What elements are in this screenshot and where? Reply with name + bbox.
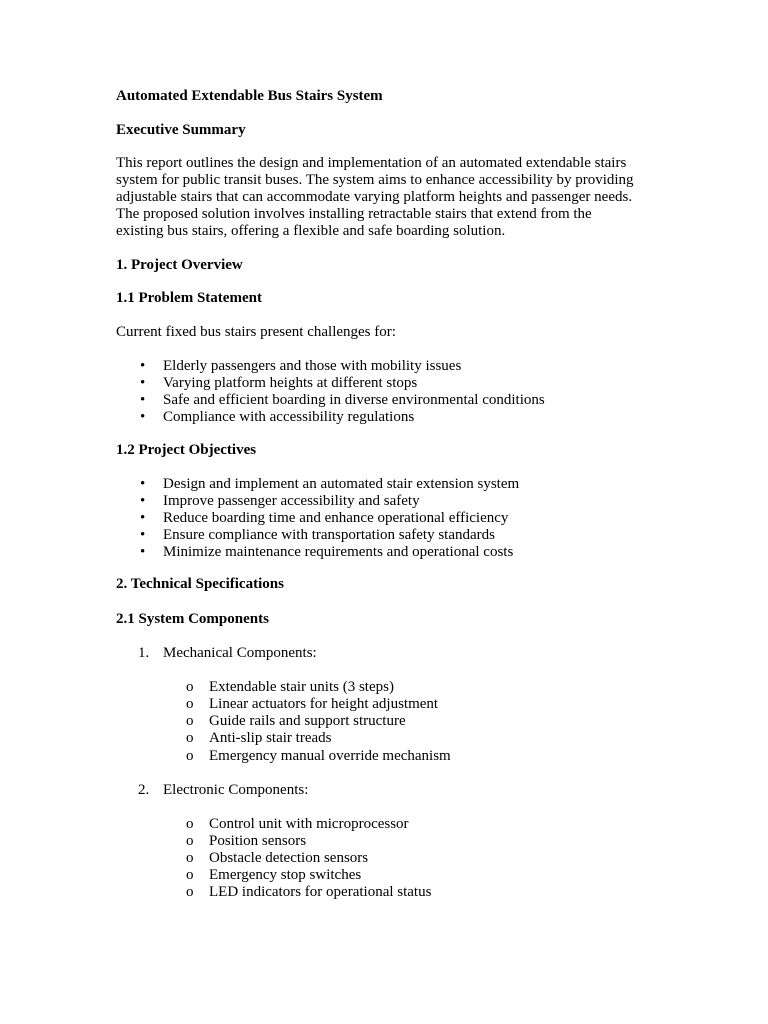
bullet-icon: • (140, 510, 146, 526)
summary-line: system for public transit buses. The system aims to enhance accessibility by providing (116, 172, 634, 188)
executive-summary-paragraph (116, 155, 676, 240)
section1-heading: 1. Project Overview (116, 257, 243, 273)
executive-summary-heading: Executive Summary (116, 122, 246, 138)
bullet-icon: • (140, 527, 146, 543)
item-label: Mechanical Components: (163, 645, 317, 661)
bullet-icon: • (140, 375, 146, 391)
section2-heading: 2. Technical Specifications (116, 576, 284, 592)
circle-bullet-icon: o (186, 816, 194, 832)
bullet-icon: • (140, 493, 146, 509)
problem-intro: Current fixed bus stairs present challenges for: (116, 324, 396, 340)
circle-bullet-icon: o (186, 833, 194, 849)
summary-line: adjustable stairs that can accommodate varying platform heights and passenger needs. (116, 189, 633, 205)
bullet-icon: • (140, 476, 146, 492)
circle-bullet-icon: o (186, 713, 194, 729)
circle-bullet-icon: o (186, 850, 194, 866)
summary-line: The proposed solution involves installing retractable stairs that extend from the (116, 206, 592, 222)
summary-line: existing bus stairs, offering a flexible and safe boarding solution. (116, 223, 506, 239)
item-label: Electronic Components: (163, 782, 309, 798)
item-number: 2. (138, 782, 150, 798)
circle-bullet-icon: o (186, 748, 194, 764)
circle-bullet-icon: o (186, 867, 194, 883)
objectives-heading: 1.2 Project Objectives (116, 442, 257, 458)
problem-statement-heading: 1.1 Problem Statement (116, 290, 262, 306)
circle-bullet-icon: o (186, 884, 194, 900)
circle-bullet-icon: o (186, 679, 194, 695)
bullet-icon: • (140, 358, 146, 374)
summary-line: This report outlines the design and implementation of an automated extendable stairs (116, 155, 627, 171)
bullet-icon: • (140, 392, 146, 408)
circle-bullet-icon: o (186, 730, 194, 746)
item-number: 1. (138, 645, 150, 661)
bullet-icon: • (140, 544, 146, 560)
bullet-icon: • (140, 409, 146, 425)
circle-bullet-icon: o (186, 696, 194, 712)
document-title: Automated Extendable Bus Stairs System (116, 88, 383, 104)
system-components-heading: 2.1 System Components (116, 611, 269, 627)
